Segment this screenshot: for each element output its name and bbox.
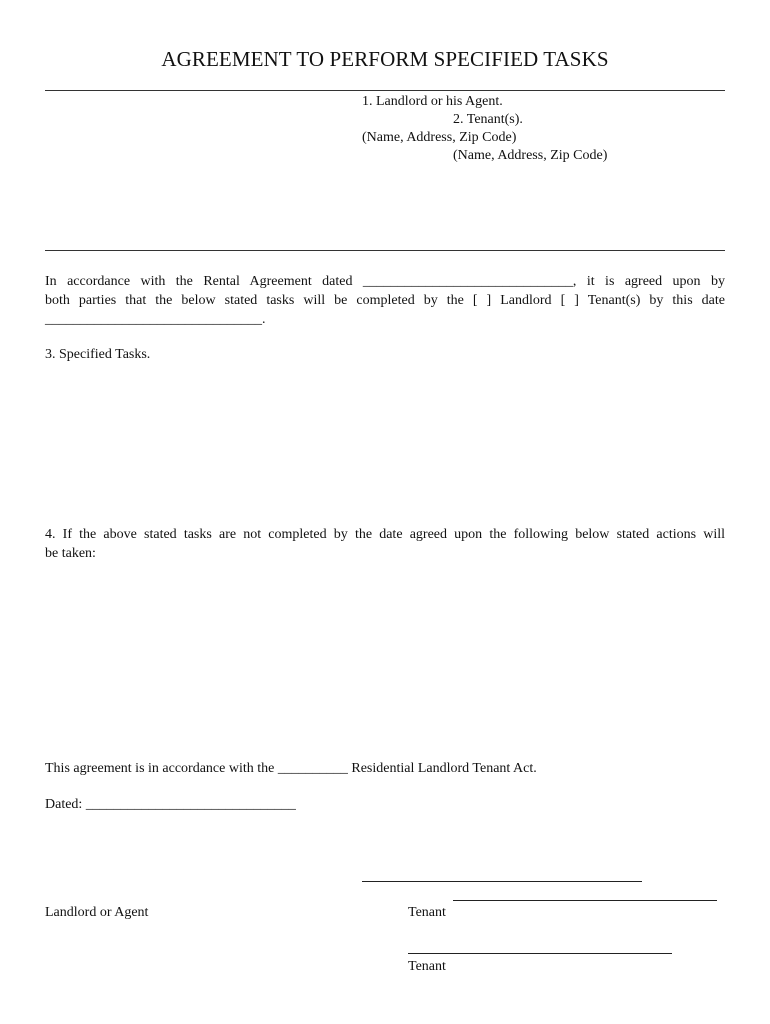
- landlord-signature-line: [362, 881, 642, 882]
- party-landlord-address-hint: (Name, Address, Zip Code): [362, 130, 517, 145]
- party-tenant-address-hint: (Name, Address, Zip Code): [453, 148, 608, 163]
- intro-line-2: both parties that the below stated tasks will be completed by the [ ] Landlord [ ] Tenant(s) by this date: [45, 293, 725, 308]
- party-tenant-label: 2. Tenant(s).: [453, 112, 523, 127]
- dated-line: Dated: ______________________________: [45, 797, 296, 812]
- parties-rule: [45, 250, 725, 251]
- tenant-signature-label-1: Tenant: [408, 905, 446, 920]
- tenant-signature-line-1: [453, 900, 717, 901]
- intro-line-1: In accordance with the Rental Agreement dated ______________________________, it is agreed upon by: [45, 274, 725, 289]
- section-4-line-1: 4. If the above stated tasks are not completed by the date agreed upon the following below stated actions will: [45, 527, 725, 542]
- tenant-signature-line-2: [408, 953, 672, 954]
- intro-paragraph: [45, 272, 725, 329]
- accordance-statement: This agreement is in accordance with the __________ Residential Landlord Tenant Act.: [45, 761, 537, 776]
- document-title: AGREEMENT TO PERFORM SPECIFIED TASKS: [161, 47, 609, 71]
- intro-line-3: _______________________________.: [45, 312, 266, 327]
- title-rule: [45, 90, 725, 91]
- tenant-signature-label-2: Tenant: [408, 959, 446, 974]
- section-4-paragraph: [45, 525, 725, 563]
- party-landlord-label: 1. Landlord or his Agent.: [362, 94, 503, 109]
- section-3-heading: 3. Specified Tasks.: [45, 347, 151, 362]
- landlord-signature-label: Landlord or Agent: [45, 905, 149, 920]
- section-4-line-2: be taken:: [45, 546, 96, 561]
